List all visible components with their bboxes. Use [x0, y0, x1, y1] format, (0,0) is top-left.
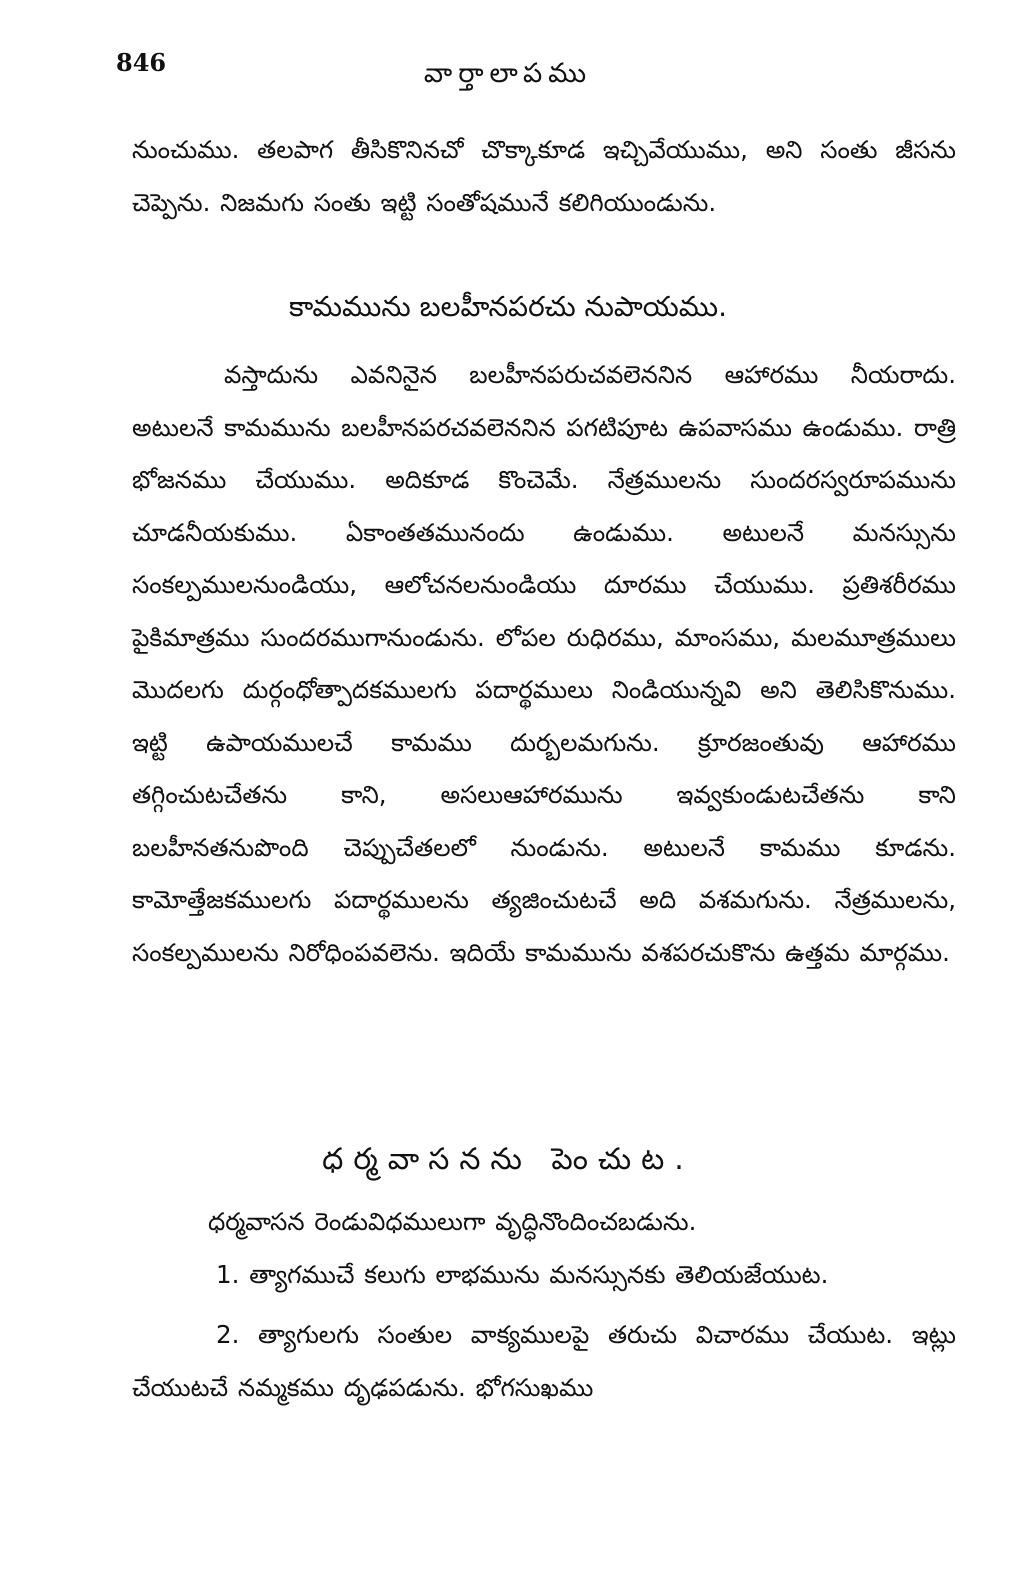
page-number: 846 [116, 48, 167, 77]
section-2-body [132, 1196, 956, 1414]
section-heading-dharmavasana: ధర్మవాసనను పెంచుట. [322, 1142, 694, 1177]
list-item-number: 2. [216, 1320, 240, 1349]
continuation-paragraph: నుంచుము. తలపాగ తీసికొనినచో చొక్కాకూడ ఇచ్చివేయుము, అని సంతు జీసను చెప్పెను. నిజమగు సంతు ఇట్టి సంతోషమునే కలిగియుండును. [132, 135, 956, 217]
list-item-number: 1. [216, 1259, 240, 1289]
list-item-text: త్యాగముచే కలుగు లాభమును మనస్సునకు తెలియజేయుట. [249, 1259, 829, 1289]
list-item [132, 1309, 956, 1414]
running-title: వార్తాలాపము [423, 58, 593, 89]
continuation-block [132, 124, 956, 229]
section-2-intro: ధర్మవాసన రెండువిధములుగా వృద్ధినొందించబడును. [208, 1207, 697, 1236]
section-1-paragraph: వస్తాదును ఎవనినైన బలహీనపరుచవలెననిన ఆహారము నీయరాదు. అటులనే కామమును బలహీనపరచవలెననిన పగటిపూట ఉపవాసము ఉండుము. రాత్రి భోజనము చేయుము. అదికూడ కొంచెమే. నేత్రములను సుందరస్వరూపమును చూడనీయకుము. ఏకాంతతమునందు ఉండుము. అటులనే మనస్సును సంకల్పములనుండియు, ఆలోచనలనుండియు దూరము చేయుము. ప్రతిశరీరము పైకిమాత్రము సుందరముగానుండును. లోపల రుధిరము, మాంసము, మలమూత్రములు మొదలగు దుర్గంధోత్పాదకములగు పదార్థములు నిండియున్నవి అని తెలిసికొనుము. ఇట్టి ఉపాయములచే కామము దుర్బలమగును. క్రూరజంతువు ఆహారము తగ్గించుటచేతను కాని, అసలుఆహారమును ఇవ్వకుండుటచేతను కాని బలహీనతనుపొంది చెప్పుచేతలలో నుండును. అటులనే కామము కూడను. కామోత్తేజకములగు పదార్థములను త్యజించుటచే అది వశమగును. నేత్రములను, సంకల్పములను నిరోధింపవలెను. ఇదియే కామమును వశపరచుకొను ఉత్తమ మార్గము. [132, 360, 956, 967]
list-item [132, 1249, 956, 1302]
section-heading-kamamu: కామమును బలహీనపరచు నుపాయము. [289, 290, 727, 323]
section-1-body [132, 349, 956, 979]
list-item-text: త్యాగులగు సంతుల వాక్యములపై తరుచు విచారము చేయుట. ఇట్లు చేయుటచే నమ్మకము దృఢపడును. భోగసుఖము [132, 1320, 956, 1402]
